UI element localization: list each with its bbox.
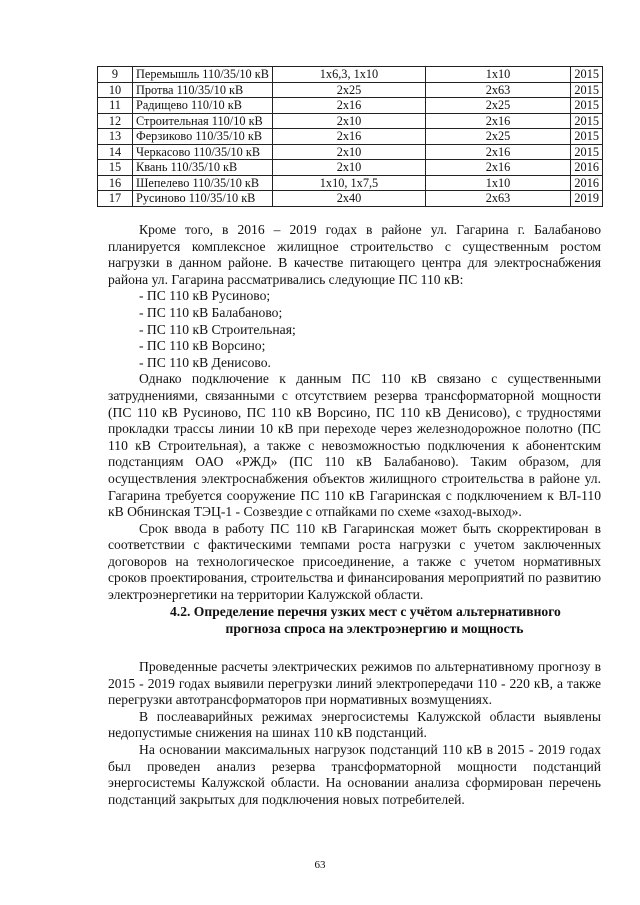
table-cell: 2х25 bbox=[273, 82, 426, 98]
table-cell: 2х63 bbox=[426, 191, 571, 207]
table-cell: 2х63 bbox=[426, 82, 571, 98]
table-row bbox=[98, 175, 603, 191]
table-cell: 2х10 bbox=[273, 160, 426, 176]
table-cell: Шепелево 110/35/10 кВ bbox=[133, 175, 273, 191]
table-cell: Русиново 110/35/10 кВ bbox=[133, 191, 273, 207]
table-cell: 11 bbox=[98, 98, 133, 114]
section-heading-line-2: прогноза спроса на электроэнергию и мощность bbox=[225, 621, 524, 636]
list-item: - ПС 110 кВ Ворсино; bbox=[139, 338, 266, 354]
table-cell: 17 bbox=[98, 191, 133, 207]
paragraph: Однако подключение к данным ПС 110 кВ связано с существенными затруднениями, связанными с отсутствием резерва трансформаторной мощности (ПС 110 кВ Русиново, ПС 110 кВ Ворсино, ПС 110 кВ Денисово), с трудностями прокладки трассы линии 10 кВ при переходе через железнодорожное полотно (ПС 110 кВ Строительная), а также с невозможностью подключения к абонентским подстанциям ОАО «РЖД» (ПС 110 кВ Балабаново). Таким образом, для осуществления электроснабжения объектов жилищного строительства в районе ул. Гагарина требуется сооружение ПС 110 кВ Гагаринская с подключением к ВЛ-110 кВ Обнинская ТЭЦ-1 - Созвездие с отпайками по схеме «заход-выход». bbox=[108, 371, 601, 520]
paragraph: На основании максимальных нагрузок подстанций 110 кВ в 2015 - 2019 годах был проведен анализ резерва трансформаторной мощности подстанций энергосистемы Калужской области. На основании анализа сформирован перечень подстанций закрытых для подключения новых потребителей. bbox=[108, 741, 601, 807]
list-item: - ПС 110 кВ Балабаново; bbox=[139, 304, 283, 320]
table-cell: 2х16 bbox=[273, 129, 426, 145]
table-cell: Квань 110/35/10 кВ bbox=[133, 160, 273, 176]
table-cell: Перемышль 110/35/10 кВ bbox=[133, 67, 273, 83]
table-cell: 2015 bbox=[571, 82, 603, 98]
list-item: - ПС 110 кВ Русиново; bbox=[139, 288, 271, 304]
paragraph: Кроме того, в 2016 – 2019 годах в районе ул. Гагарина г. Балабаново планируется комплексное жилищное строительство с существенным ростом нагрузки в данном районе. В качестве питающего центра для электроснабжения района ул. Гагарина рассматривались следующие ПС 110 кВ: bbox=[108, 222, 601, 287]
table-cell: 16 bbox=[98, 175, 133, 191]
list-item: - ПС 110 кВ Строительная; bbox=[139, 321, 296, 337]
table-cell: 2х40 bbox=[273, 191, 426, 207]
section-heading bbox=[108, 603, 601, 637]
table-cell: 2019 bbox=[571, 191, 603, 207]
table-cell: 2015 bbox=[571, 129, 603, 145]
substations-table bbox=[97, 66, 603, 207]
table-cell: Радищево 110/10 кВ bbox=[133, 98, 273, 114]
table-cell: 2015 bbox=[571, 98, 603, 114]
table-row bbox=[98, 113, 603, 129]
section-heading-line-1: 4.2. Определение перечня узких мест с учётом альтернативного bbox=[170, 604, 561, 619]
page-number: 63 bbox=[314, 859, 326, 871]
table-cell: 2016 bbox=[571, 160, 603, 176]
section-text-1 bbox=[108, 222, 601, 604]
table-row bbox=[98, 191, 603, 207]
table-cell: 2х25 bbox=[426, 98, 571, 114]
table-cell: 1х10, 1х7,5 bbox=[273, 175, 426, 191]
paragraph: Срок ввода в работу ПС 110 кВ Гагаринская может быть скорректирован в соответствии с фактическими темпами роста нагрузки с учетом заключенных договоров на технологическое присоединение, а также с учетом нормативных сроков проектирования, строительства и финансирования мероприятий по развитию электроэнергетики на территории Калужской области. bbox=[108, 520, 601, 603]
table-cell: 10 bbox=[98, 82, 133, 98]
table-cell: 2х16 bbox=[273, 98, 426, 114]
table-row bbox=[98, 144, 603, 160]
section-text-2 bbox=[108, 659, 601, 808]
table-cell: 2х10 bbox=[273, 144, 426, 160]
table-cell: 1х10 bbox=[426, 67, 571, 83]
table-row bbox=[98, 67, 603, 83]
table-cell: 2015 bbox=[571, 144, 603, 160]
list-item: - ПС 110 кВ Денисово. bbox=[139, 354, 271, 370]
table-cell: 2х16 bbox=[426, 160, 571, 176]
table-row bbox=[98, 129, 603, 145]
table-cell: Ферзиково 110/35/10 кВ bbox=[133, 129, 273, 145]
table-cell: 15 bbox=[98, 160, 133, 176]
table-cell: 1х10 bbox=[426, 175, 571, 191]
table-cell: 13 bbox=[98, 129, 133, 145]
table-cell: 2015 bbox=[571, 113, 603, 129]
table-cell: 2016 bbox=[571, 175, 603, 191]
table-cell: 2х16 bbox=[426, 113, 571, 129]
table-cell: 12 bbox=[98, 113, 133, 129]
table-cell: 2015 bbox=[571, 67, 603, 83]
paragraph: В послеаварийных режимах энергосистемы Калужской области выявлены недопустимые снижения на шинах 110 кВ подстанций. bbox=[108, 708, 601, 741]
table-row bbox=[98, 82, 603, 98]
table-cell: 2х16 bbox=[426, 144, 571, 160]
table-cell: 1х6,3, 1х10 bbox=[273, 67, 426, 83]
table-row bbox=[98, 160, 603, 176]
paragraph: Проведенные расчеты электрических режимов по альтернативному прогнозу в 2015 - 2019 годах выявили перегрузки линий электропередачи 110 - 220 кВ, а также перегрузки автотрансформаторов при нормативных возмущениях. bbox=[108, 659, 601, 708]
table-row bbox=[98, 98, 603, 114]
table-cell: 14 bbox=[98, 144, 133, 160]
table-cell: Строительная 110/10 кВ bbox=[133, 113, 273, 129]
table-cell: 2х25 bbox=[426, 129, 571, 145]
table-cell: Протва 110/35/10 кВ bbox=[133, 82, 273, 98]
substations-table-body bbox=[98, 67, 603, 207]
table-cell: 2х10 bbox=[273, 113, 426, 129]
table-cell: Черкасово 110/35/10 кВ bbox=[133, 144, 273, 160]
table-cell: 9 bbox=[98, 67, 133, 83]
